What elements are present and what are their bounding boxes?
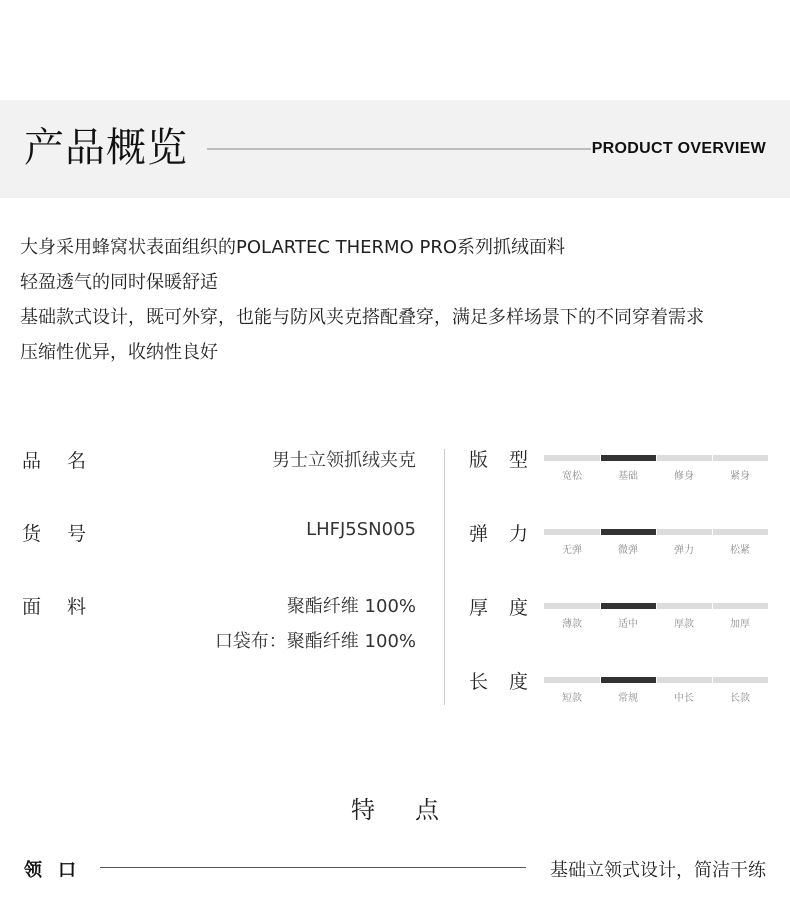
fit-scale-option: 宽松 [562, 471, 582, 482]
stretch-scale-option: 微弹 [618, 545, 638, 556]
thickness-scale [544, 603, 768, 630]
fit-scale-segment [544, 455, 600, 461]
stretch-scale-segment [544, 529, 600, 535]
thickness-scale-option: 厚款 [674, 619, 694, 630]
page-title: 产品概览 [24, 125, 188, 171]
thickness-scale-segment [601, 603, 656, 609]
length-scale-option: 短款 [562, 693, 582, 704]
description-line: 轻盈透气的同时保暖舒适 [20, 272, 218, 293]
stretch-scale-segment [657, 529, 712, 535]
attr-label-length: 长 度 [469, 671, 529, 693]
feature-value-collar: 基础立领式设计，简洁干练 [550, 860, 766, 881]
product-description [20, 230, 780, 370]
description-line: 压缩性优异，收纳性良好 [20, 342, 218, 363]
thickness-scale-option: 适中 [618, 619, 638, 630]
description-line: 基础款式设计，既可外穿，也能与防风夹克搭配叠穿，满足多样场景下的不同穿着需求 [20, 307, 704, 328]
length-scale-option: 常规 [618, 693, 638, 704]
attr-label-fit: 版 型 [469, 449, 529, 471]
stretch-scale-segment [713, 529, 768, 535]
spec-value-name: 男士立领抓绒夹克 [272, 450, 416, 471]
fit-scale-option: 紧身 [730, 471, 750, 482]
stretch-scale [544, 529, 768, 556]
header-divider [207, 148, 591, 150]
length-scale-segment [657, 677, 712, 683]
stretch-scale-option: 弹力 [674, 545, 694, 556]
thickness-scale-option: 加厚 [730, 619, 750, 630]
attr-label-thickness: 厚 度 [469, 597, 529, 619]
length-scale [544, 677, 768, 704]
page-subtitle: PRODUCT OVERVIEW [591, 140, 766, 157]
fit-scale-segment [657, 455, 712, 461]
spec-value-code: LHFJ5SN005 [306, 519, 416, 540]
overview-header [0, 100, 790, 198]
fit-scale-option: 修身 [674, 471, 694, 482]
fit-scale [544, 455, 768, 482]
length-scale-segment [713, 677, 768, 683]
length-scale-segment [544, 677, 600, 683]
feature-label-collar: 领 口 [24, 860, 76, 881]
stretch-scale-segment [601, 529, 656, 535]
length-scale-option: 长款 [730, 693, 750, 704]
fit-scale-segment [713, 455, 768, 461]
attr-label-stretch: 弹 力 [469, 523, 529, 545]
spec-label-code: 货 号 [22, 523, 87, 545]
thickness-scale-segment [544, 603, 600, 609]
spec-value-fabric: 聚酯纤维 100% [286, 596, 416, 617]
features-title: 特点 [351, 796, 479, 824]
length-scale-option: 中长 [674, 693, 694, 704]
spec-divider [444, 449, 445, 705]
thickness-scale-option: 薄款 [562, 619, 582, 630]
stretch-scale-option: 无弹 [562, 545, 582, 556]
feature-divider [100, 867, 526, 868]
length-scale-segment [601, 677, 656, 683]
stretch-scale-option: 松紧 [730, 545, 750, 556]
thickness-scale-segment [657, 603, 712, 609]
fit-scale-segment [601, 455, 656, 461]
thickness-scale-segment [713, 603, 768, 609]
fit-scale-option: 基础 [618, 471, 638, 482]
spec-label-name: 品 名 [22, 450, 87, 472]
spec-value-pocket-fabric: 口袋布：聚酯纤维 100% [214, 631, 416, 652]
spec-label-fabric: 面 料 [22, 596, 87, 618]
description-line: 大身采用蜂窝状表面组织的POLARTEC THERMO PRO系列抓绒面料 [20, 237, 565, 258]
